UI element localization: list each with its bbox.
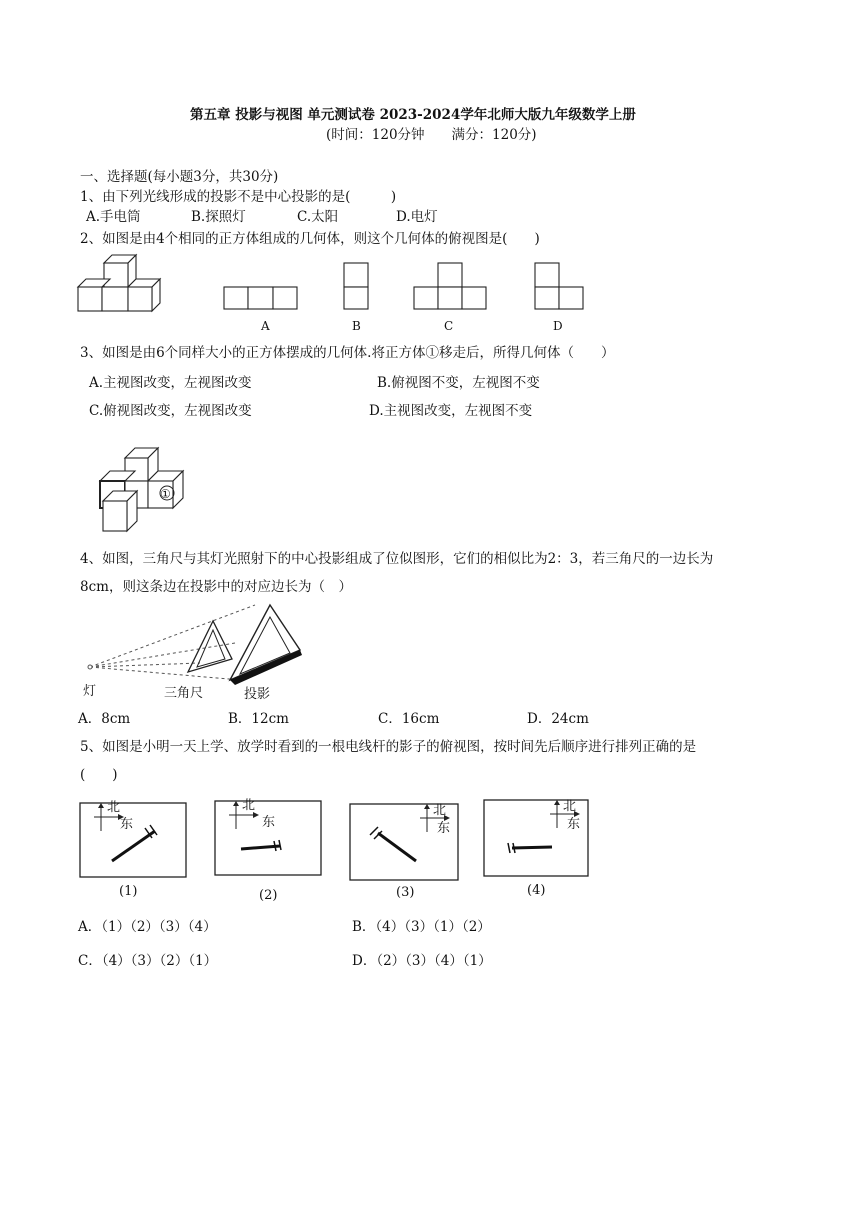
q1-option-d: D.电灯	[396, 209, 438, 225]
q5-figure-label-1: (1)	[119, 884, 138, 899]
q5-figure-label-2: (2)	[259, 888, 278, 903]
q2-stem: 2、如图是由4个相同的正方体组成的几何体，则这个几何体的俯视图是( )	[80, 231, 540, 247]
q2-option-d-figure	[535, 263, 583, 309]
q5-east-label-3: 东	[437, 821, 451, 836]
q2-label-a: A	[261, 319, 270, 333]
q4-stem-line2: 8cm，则这条边在投影中的对应边长为（ ）	[80, 579, 352, 595]
q2-option-a-figure	[224, 287, 297, 309]
q5-option-b: B．（4）（3）（1）（2）	[352, 919, 491, 935]
page-title: 第五章 投影与视图 单元测试卷 2023-2024学年北师大版九年级数学上册	[190, 107, 636, 123]
q4-label-lamp: 灯	[83, 684, 97, 699]
q1-option-b: B.探照灯	[191, 209, 246, 225]
q5-figure-label-4: (4)	[527, 883, 546, 898]
q5-north-label-3: 北	[433, 803, 447, 818]
q5-shadow-figures	[0, 795, 860, 890]
q1-option-c: C.太阳	[297, 209, 339, 225]
q2-solid-figure	[78, 255, 160, 311]
q5-figure-2	[215, 801, 321, 875]
page-subtitle: (时间：120分钟 满分：120分)	[326, 127, 537, 143]
q2-figures	[0, 0, 860, 340]
q5-east-label-2: 东	[262, 815, 276, 830]
q5-north-label-1: 北	[107, 800, 121, 815]
q3-stem: 3、如图是由6个同样大小的正方体摆成的几何体.将正方体①移走后，所得几何体（ ）	[80, 345, 615, 361]
q4-label-ruler: 三角尺	[164, 686, 204, 701]
q2-option-c-figure	[414, 263, 486, 309]
q4-stem-line1: 4、如图，三角尺与其灯光照射下的中心投影组成了位似图形，它们的相似比为2：3，若三角尺的一边长为	[80, 551, 714, 567]
q1-stem: 1、由下列光线形成的投影不是中心投影的是( )	[80, 189, 397, 205]
q3-option-d: D.主视图改变，左视图不变	[369, 403, 533, 419]
q5-east-label-1: 东	[120, 817, 134, 832]
q5-option-a: A．（1）（2）（3）（4）	[78, 919, 217, 935]
q2-option-b-figure	[344, 263, 368, 309]
q4-option-d: D．24cm	[527, 711, 589, 727]
q3-option-a: A.主视图改变，左视图改变	[89, 375, 252, 391]
q3-solid-figure	[90, 438, 210, 538]
q4-projection-figure	[80, 595, 340, 695]
q3-option-c: C.俯视图改变，左视图改变	[89, 403, 252, 419]
q5-north-label-4: 北	[563, 799, 577, 814]
q4-option-c: C．16cm	[378, 711, 440, 727]
q5-figure-label-3: (3)	[396, 885, 415, 900]
q3-option-b: B.俯视图不变，左视图不变	[377, 375, 540, 391]
q1-option-a: A.手电筒	[86, 209, 141, 225]
q3-cube-marker: ①	[160, 487, 171, 501]
q4-option-b: B．12cm	[228, 711, 289, 727]
q2-label-d: D	[553, 319, 563, 333]
q5-east-label-4: 东	[567, 817, 581, 832]
q4-label-projection: 投影	[244, 687, 271, 702]
section-heading: 一、选择题(每小题3分，共30分)	[80, 169, 279, 185]
q5-stem-line2: ( )	[80, 767, 118, 783]
q2-label-b: B	[352, 319, 361, 333]
q5-option-d: D．（2）（3）（4）（1）	[352, 953, 492, 969]
q5-stem-line1: 5、如图是小明一天上学、放学时看到的一根电线杆的影子的俯视图，按时间先后顺序进行排列正确的是	[80, 739, 697, 755]
q5-option-c: C．（4）（3）（2）（1）	[78, 953, 218, 969]
q5-north-label-2: 北	[242, 798, 256, 813]
q5-figure-1	[80, 803, 186, 877]
q2-label-c: C	[444, 319, 454, 333]
q4-option-a: A．8cm	[78, 711, 131, 727]
